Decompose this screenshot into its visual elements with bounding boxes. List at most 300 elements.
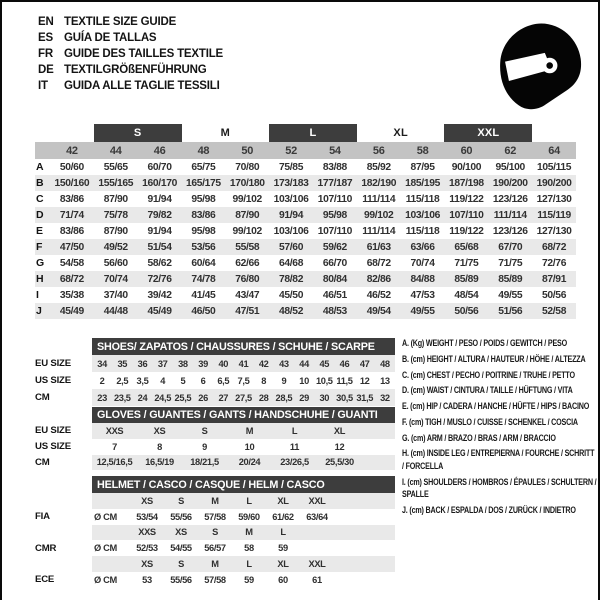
size-value-cell: 50/60 xyxy=(59,161,84,173)
legend-item: F. (cm) TIGH / MUSLO / CUISSE / SCHENKEL / COSCIA xyxy=(402,416,578,427)
size-group-label xyxy=(35,124,94,142)
size-value-cell: 71/75 xyxy=(498,257,523,269)
size-value-cell: 6 xyxy=(200,375,206,386)
size-value-cell: 59/62 xyxy=(322,241,347,253)
size-value-cell: 49/52 xyxy=(103,241,128,253)
language-row xyxy=(38,62,223,78)
gloves-table xyxy=(35,407,395,470)
size-value-cell: 49/55 xyxy=(498,289,523,301)
size-group-row xyxy=(35,124,576,142)
size-value-cell: 68/72 xyxy=(59,273,84,285)
size-column-header: XXL xyxy=(308,559,326,570)
size-value-cell: 55/58 xyxy=(235,241,260,253)
legend-item: G. (cm) ARM / BRAZO / BRAS / ARM / BRACCIO xyxy=(402,432,556,443)
size-value-cell: 115/118 xyxy=(405,225,440,237)
size-value-cell: 43/47 xyxy=(235,289,260,301)
size-column-header: M xyxy=(211,559,219,570)
size-value-cell: 44/48 xyxy=(103,305,128,317)
helmet-size-row xyxy=(35,525,395,541)
size-value-cell: 31,5 xyxy=(356,392,374,403)
size-column-header: S xyxy=(178,495,184,506)
size-value-cell: 55/56 xyxy=(170,511,192,522)
size-value-cell: 50/56 xyxy=(542,289,567,301)
value-band xyxy=(92,540,395,556)
size-value-cell: 44 xyxy=(299,358,309,369)
size-value-cell: 39 xyxy=(198,358,208,369)
size-value-cell: 46 xyxy=(339,358,350,369)
size-value-cell: 34 xyxy=(97,358,107,369)
size-value-cell: 45/49 xyxy=(147,305,172,317)
size-value-cell: 165/175 xyxy=(186,177,221,189)
unit-label: Ø CM xyxy=(94,543,117,554)
table-row xyxy=(35,287,576,303)
size-value-cell: 5 xyxy=(180,375,186,386)
size-group-label: XXL xyxy=(444,124,532,142)
table-row xyxy=(35,355,395,372)
size-value-cell: 70/74 xyxy=(103,273,128,285)
size-value-cell: 79/82 xyxy=(147,209,172,221)
size-value-cell: 54/58 xyxy=(59,257,84,269)
size-value-cell: 91/94 xyxy=(147,193,172,205)
size-band xyxy=(92,525,395,541)
guide-title: GUIDA ALLE TAGLIE TESSILI xyxy=(64,80,220,92)
size-value-cell: 53 xyxy=(142,574,152,585)
size-value-cell: 68/72 xyxy=(542,241,567,253)
table-row xyxy=(35,540,395,556)
measurement-row-label: F xyxy=(36,241,43,253)
size-value-cell: 87/90 xyxy=(235,209,260,221)
size-value-cell: 49/55 xyxy=(410,305,435,317)
size-value-cell: 72/76 xyxy=(542,257,567,269)
size-value-cell: 55/65 xyxy=(103,161,128,173)
size-value-cell: 66/70 xyxy=(322,257,347,269)
size-value-cell: 87/91 xyxy=(542,273,567,285)
size-value-cell: 27 xyxy=(218,392,229,403)
size-column-header: XL xyxy=(277,495,289,506)
row-label xyxy=(35,525,92,541)
size-value-cell: 24 xyxy=(137,392,148,403)
size-value-cell: 65/75 xyxy=(191,161,216,173)
table-row xyxy=(35,509,395,525)
size-value-cell: 71/75 xyxy=(454,257,479,269)
size-value-cell: 57/58 xyxy=(204,511,226,522)
size-value-cell: XS xyxy=(153,425,166,436)
helmet-size-row xyxy=(35,556,395,572)
size-value-cell: 57/60 xyxy=(279,241,304,253)
size-value-cell: 68/72 xyxy=(366,257,391,269)
size-column-header: 54 xyxy=(329,144,341,157)
language-code: ES xyxy=(38,32,53,44)
size-value-cell: 48 xyxy=(380,358,390,369)
value-band xyxy=(92,572,395,588)
size-value-cell: 28,5 xyxy=(275,392,293,403)
language-code: DE xyxy=(38,64,54,76)
language-row xyxy=(38,30,223,46)
textile-measurement-rows xyxy=(35,159,576,319)
size-value-cell: 29 xyxy=(299,392,309,403)
size-value-cell: 185/195 xyxy=(405,177,440,189)
standard-label: ECE xyxy=(35,574,55,586)
size-column-header: 64 xyxy=(548,144,560,157)
size-column-header: 62 xyxy=(504,144,517,157)
value-band xyxy=(92,355,395,372)
language-row xyxy=(38,78,223,94)
size-value-cell: 111/114 xyxy=(362,225,396,237)
size-value-cell: 30,5 xyxy=(336,392,353,403)
size-value-cell: 187/198 xyxy=(449,177,484,189)
helmet-icon xyxy=(489,18,589,115)
size-value-cell: 111/114 xyxy=(493,209,527,221)
size-column-header: S xyxy=(212,527,218,538)
size-value-cell: 25,5/30 xyxy=(325,457,354,468)
unit-label: Ø CM xyxy=(94,511,117,522)
size-value-cell: 7,5 xyxy=(237,375,250,386)
size-value-cell: 60/64 xyxy=(191,257,216,269)
measurement-legend xyxy=(402,337,600,520)
gloves-title-spacer xyxy=(35,407,92,423)
size-value-cell: 11 xyxy=(289,441,300,452)
size-value-cell: 45/49 xyxy=(59,305,84,317)
size-value-cell: 59 xyxy=(244,574,254,585)
size-value-cell: 6,5 xyxy=(217,375,230,386)
size-value-cell: 48/54 xyxy=(454,289,479,301)
size-column-header: XXS xyxy=(138,527,156,538)
measurement-row-label: D xyxy=(36,209,44,221)
size-column-header: L xyxy=(246,559,252,570)
size-value-cell: 160/170 xyxy=(142,177,177,189)
table-row xyxy=(35,271,576,287)
size-value-cell: 9 xyxy=(281,375,287,386)
size-value-cell: 55/56 xyxy=(170,574,192,585)
table-row xyxy=(35,175,576,191)
size-value-cell: 47/51 xyxy=(235,305,260,317)
measurement-row-label: H xyxy=(36,273,44,285)
size-group-label: XL xyxy=(393,127,408,139)
size-value-cell: 53/56 xyxy=(191,241,216,253)
size-value-cell: 37 xyxy=(157,358,168,369)
row-label xyxy=(35,556,92,572)
size-column-header: XS xyxy=(141,559,153,570)
size-value-cell: 76/80 xyxy=(235,273,260,285)
size-column-header: L xyxy=(246,495,252,506)
size-value-cell: 95/100 xyxy=(495,161,525,173)
size-value-cell: 12 xyxy=(334,441,345,452)
size-value-cell: 42 xyxy=(258,358,269,369)
size-value-cell: 62/66 xyxy=(235,257,260,269)
size-value-cell: 8 xyxy=(157,441,162,452)
size-value-cell: 51/54 xyxy=(147,241,172,253)
size-column-header: S xyxy=(178,559,184,570)
size-value-cell: 67/70 xyxy=(498,241,523,253)
guide-title: GUÍA DE TALLAS xyxy=(64,32,157,44)
size-value-cell: 13 xyxy=(380,375,390,386)
size-column-header: L xyxy=(280,527,286,538)
size-column-header: XS xyxy=(175,527,187,538)
gloves-table-title: GLOVES / GUANTES / GANTS / HANDSCHUHE / GUANTI xyxy=(92,407,395,423)
row-label: CM xyxy=(35,456,50,468)
size-value-cell: 45/50 xyxy=(279,289,304,301)
size-column-header: 58 xyxy=(416,144,429,157)
size-value-cell: 119/122 xyxy=(449,193,484,205)
table-row xyxy=(35,159,576,175)
language-title-block xyxy=(38,14,223,94)
size-column-header: M xyxy=(211,495,219,506)
textile-size-table xyxy=(35,124,576,319)
size-value-cell: 52/53 xyxy=(136,543,158,554)
size-value-cell: 49/54 xyxy=(366,305,391,317)
measurement-row-label: A xyxy=(36,161,44,173)
helmet-table xyxy=(35,476,395,588)
size-value-cell: 2 xyxy=(99,375,105,386)
size-column-header: 60 xyxy=(460,144,473,157)
size-value-cell: 2,5 xyxy=(116,375,129,386)
legend-item: A. (Kg) WEIGHT / PESO / POIDS / GEWITCH / PESO xyxy=(402,338,568,348)
size-value-cell: 72/76 xyxy=(147,273,172,285)
size-value-cell: 12,5/16,5 xyxy=(96,457,133,468)
size-value-cell: 59/60 xyxy=(238,511,260,522)
size-value-cell: 48/52 xyxy=(279,305,304,317)
size-value-cell: 123/126 xyxy=(492,193,528,205)
size-column-header: 48 xyxy=(197,144,210,157)
size-value-cell: 99/102 xyxy=(232,225,262,237)
size-value-cell: 99/102 xyxy=(364,209,394,221)
size-value-cell: 24,5 xyxy=(154,392,172,403)
size-value-cell: 90/100 xyxy=(451,161,482,173)
size-value-cell: 103/106 xyxy=(273,193,309,205)
size-value-cell: 23/26,5 xyxy=(280,457,309,468)
size-value-cell: 105/115 xyxy=(536,161,572,173)
standard-label: FIA xyxy=(35,511,50,523)
size-value-cell: 87/90 xyxy=(103,193,128,205)
value-band xyxy=(92,372,395,389)
row-label: CM xyxy=(35,392,50,403)
size-value-cell: 46/50 xyxy=(191,305,216,317)
size-value-cell: 61/63 xyxy=(366,241,391,253)
value-band xyxy=(92,455,395,471)
size-value-cell: 52/58 xyxy=(542,305,567,317)
helmet-size-row xyxy=(35,493,395,509)
size-value-cell: 9 xyxy=(202,441,207,452)
size-value-cell: 28 xyxy=(258,392,269,403)
measurement-row-label: C xyxy=(36,193,44,205)
unit-label: Ø CM xyxy=(94,574,117,585)
size-column-header: XXL xyxy=(308,495,326,506)
guide-title: TEXTILE SIZE GUIDE xyxy=(64,16,177,28)
table-row xyxy=(35,423,395,439)
size-band xyxy=(92,556,395,572)
standard-label: CMR xyxy=(35,542,57,554)
size-value-cell: 91/94 xyxy=(147,225,172,237)
size-value-cell: 58 xyxy=(244,543,254,554)
row-label: EU SIZE xyxy=(35,358,71,369)
size-value-cell: 56/60 xyxy=(103,257,128,269)
size-value-cell: 70/80 xyxy=(235,161,260,173)
size-value-cell: 45 xyxy=(319,358,330,369)
language-code: IT xyxy=(38,80,48,92)
legend-item: I. (cm) SHOULDERS / HOMBROS / ÉPAULES / SCHULTERN / SPALLE xyxy=(402,476,597,500)
table-row xyxy=(35,303,576,319)
size-value-cell: 83/86 xyxy=(59,225,84,237)
size-value-cell: XXS xyxy=(105,425,124,436)
language-code: FR xyxy=(38,48,53,60)
size-value-cell: 155/165 xyxy=(98,177,134,189)
table-row xyxy=(35,372,395,389)
size-value-cell: 10 xyxy=(299,375,309,386)
size-value-cell: 18/21,5 xyxy=(190,457,219,468)
size-value-cell: 190/200 xyxy=(536,177,572,189)
legend-item: D. (cm) WAIST / CINTURA / TAILLE / HÜFTUNG / VITA xyxy=(402,385,573,396)
size-group-label: S xyxy=(94,124,182,142)
size-value-cell: 115/118 xyxy=(405,193,440,205)
size-value-cell: S xyxy=(201,425,208,436)
numeric-size-row xyxy=(35,142,576,159)
size-value-cell: 107/110 xyxy=(449,209,484,221)
size-value-cell: 95/98 xyxy=(191,193,216,205)
size-value-cell: 85/89 xyxy=(498,273,523,285)
size-value-cell: 84/88 xyxy=(410,273,435,285)
size-value-cell: 190/200 xyxy=(492,177,528,189)
legend-item: H. (cm) INSIDE LEG / ENTREPIERNA / FOURCHE / SCHRITT / FORCELLA xyxy=(402,448,595,472)
size-value-cell: 59 xyxy=(278,543,288,554)
size-value-cell: 80/84 xyxy=(322,273,347,285)
size-value-cell: 87/90 xyxy=(103,225,128,237)
size-value-cell: 107/110 xyxy=(317,225,352,237)
size-value-cell: 47/50 xyxy=(59,241,84,253)
size-value-cell: 40 xyxy=(218,358,229,369)
size-value-cell: 65/68 xyxy=(454,241,479,253)
size-value-cell: 123/126 xyxy=(492,225,528,237)
size-value-cell: 177/187 xyxy=(317,177,353,189)
table-row xyxy=(35,239,576,255)
size-value-cell: L xyxy=(291,425,298,436)
size-value-cell: 23 xyxy=(97,392,107,403)
table-row xyxy=(35,572,395,588)
size-column-header: 44 xyxy=(109,144,122,157)
row-label: EU SIZE xyxy=(35,425,71,437)
size-value-cell: 54/55 xyxy=(170,543,192,554)
shoes-table-title: SHOES/ ZAPATOS / CHAUSSURES / SCHUHE / SCARPE xyxy=(92,338,395,355)
size-value-cell: 119/122 xyxy=(449,225,484,237)
size-value-cell: 4 xyxy=(160,375,166,386)
size-value-cell: 70/74 xyxy=(410,257,435,269)
size-value-cell: 95/98 xyxy=(191,225,216,237)
size-value-cell: 25,5 xyxy=(174,392,192,403)
size-value-cell: 7 xyxy=(112,441,117,452)
size-group-label: M xyxy=(220,127,231,139)
size-value-cell: 35 xyxy=(117,358,128,369)
size-value-cell: 27,5 xyxy=(235,392,252,403)
size-value-cell: 64/68 xyxy=(279,257,304,269)
size-value-cell: 82/86 xyxy=(366,273,391,285)
size-value-cell: 46/52 xyxy=(366,289,391,301)
row-label: US SIZE xyxy=(35,441,71,453)
size-column-header: XL xyxy=(277,559,289,570)
size-value-cell: 50/56 xyxy=(454,305,479,317)
size-value-cell: 30 xyxy=(319,392,330,403)
size-value-cell: 51/56 xyxy=(498,305,523,317)
size-value-cell: 74/78 xyxy=(191,273,216,285)
size-value-cell: 127/130 xyxy=(536,225,572,237)
size-column-header: XS xyxy=(141,495,153,506)
value-band xyxy=(92,423,395,439)
size-value-cell: 103/106 xyxy=(273,225,309,237)
size-value-cell: 47/53 xyxy=(410,289,435,301)
table-row xyxy=(35,223,576,239)
size-value-cell: 36 xyxy=(137,358,148,369)
measurement-row-label: G xyxy=(36,257,45,269)
size-value-cell: 78/82 xyxy=(279,273,304,285)
table-row xyxy=(35,191,576,207)
shoes-title-spacer xyxy=(35,338,92,355)
size-value-cell: 23,5 xyxy=(113,392,131,403)
legend-item: J. (cm) BACK / ESPALDA / DOS / ZURÜCK / INDIETRO xyxy=(402,505,576,516)
size-group-label: L xyxy=(269,124,357,142)
size-value-cell: 71/74 xyxy=(59,209,84,221)
size-row-spacer xyxy=(35,142,50,159)
size-value-cell: 3,5 xyxy=(136,375,149,386)
size-value-cell: 83/86 xyxy=(59,193,84,205)
table-row xyxy=(35,389,395,406)
row-label: US SIZE xyxy=(35,375,71,386)
measurement-row-label: B xyxy=(36,177,44,189)
size-value-cell: 37/40 xyxy=(103,289,128,301)
shoes-table xyxy=(35,338,395,406)
value-band xyxy=(92,509,395,525)
guide-title: GUIDE DES TAILLES TEXTILE xyxy=(64,48,223,60)
legend-item: E. (cm) HIP / CADERA / HANCHE / HÜFTE / HIPS / BACINO xyxy=(402,401,590,412)
table-row xyxy=(35,255,576,271)
size-value-cell: 57/58 xyxy=(204,574,226,585)
helmet-title-spacer xyxy=(35,476,92,493)
size-value-cell: 32 xyxy=(380,392,390,403)
size-column-header: 52 xyxy=(285,144,297,157)
size-value-cell: 41/45 xyxy=(191,289,216,301)
legend-item: B. (cm) HEIGHT / ALTURA / HAUTEUR / HÖHE / ALTEZZA xyxy=(402,353,586,364)
size-value-cell: 53/54 xyxy=(136,511,158,522)
size-column-header: M xyxy=(245,527,253,538)
size-value-cell: 61/62 xyxy=(272,511,294,522)
size-value-cell: 16,5/19 xyxy=(145,457,174,468)
size-value-cell: 75/85 xyxy=(279,161,304,173)
size-value-cell: 85/92 xyxy=(366,161,391,173)
size-value-cell: 47 xyxy=(359,358,370,369)
size-value-cell: 60 xyxy=(278,574,288,585)
size-value-cell: 115/119 xyxy=(537,209,571,221)
row-label xyxy=(35,493,92,509)
size-group-label xyxy=(532,124,576,142)
size-value-cell: 43 xyxy=(279,358,289,369)
size-value-cell: 10,5 xyxy=(315,375,333,386)
size-value-cell: 61 xyxy=(312,574,322,585)
size-value-cell: 56/57 xyxy=(204,543,226,554)
size-value-cell: 26 xyxy=(198,392,208,403)
size-value-cell: 48/53 xyxy=(322,305,347,317)
value-band xyxy=(92,439,395,455)
language-row xyxy=(38,46,223,62)
size-value-cell: 58/62 xyxy=(147,257,172,269)
size-value-cell: 35/38 xyxy=(59,289,84,301)
size-value-cell: 95/98 xyxy=(322,209,347,221)
size-value-cell: XL xyxy=(333,425,346,436)
size-value-cell: 60/70 xyxy=(147,161,172,173)
size-value-cell: 12 xyxy=(359,375,370,386)
size-value-cell: 83/86 xyxy=(191,209,216,221)
size-value-cell: 103/106 xyxy=(405,209,440,221)
size-column-header: 46 xyxy=(153,144,166,157)
size-value-cell: M xyxy=(245,425,254,436)
size-value-cell: 41 xyxy=(238,358,249,369)
size-value-cell: 150/160 xyxy=(54,177,90,189)
